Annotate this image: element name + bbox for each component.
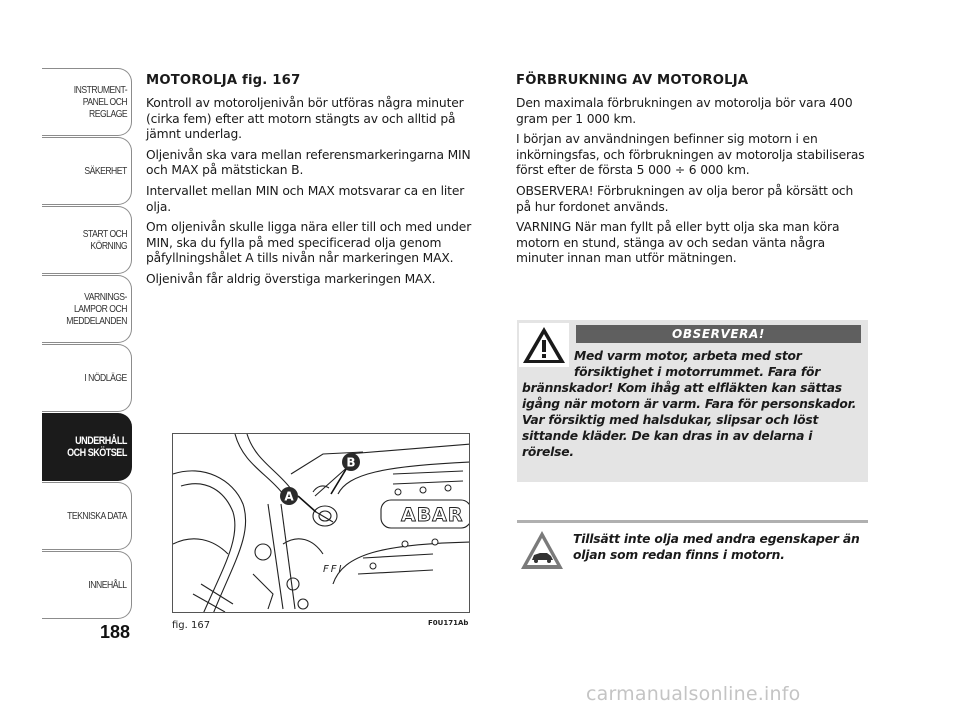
tab-start-och-korning[interactable] bbox=[42, 206, 132, 274]
note-text: Tillsätt inte olja med andra egenskaper än oljan som redan finns i motorn. bbox=[573, 532, 860, 562]
tab-instrumentpanel[interactable] bbox=[42, 68, 132, 136]
watermark: carmanualsonline.info bbox=[586, 683, 801, 705]
tab-label: I NÖDLÄGE bbox=[84, 372, 127, 384]
tab-label: INSTRUMENT- PANEL OCH REGLAGE bbox=[73, 84, 127, 120]
tab-i-nodlage[interactable] bbox=[42, 344, 132, 412]
tab-label: UNDERHÅLL OCH SKÖTSEL bbox=[67, 435, 127, 459]
tab-varningslampor[interactable] bbox=[42, 275, 132, 343]
engine-badge-text: ABAR bbox=[401, 504, 464, 526]
engine-script-text: FFI bbox=[323, 564, 344, 575]
paragraph: Om oljenivån skulle ligga nära eller till och med under MIN, ska du fylla på med specificerad olja genom påfyllningshålet A tills nivån når markeringen MAX. bbox=[146, 220, 472, 266]
figure-caption: fig. 167 bbox=[172, 620, 211, 631]
paragraph: Den maximala förbrukningen av motorolja bör vara 400 gram per 1 000 km. bbox=[516, 96, 853, 126]
section-heading: FÖRBRUKNING AV MOTOROLJA bbox=[516, 73, 749, 88]
paragraph: Intervallet mellan MIN och MAX motsvarar ca en liter olja. bbox=[146, 183, 465, 214]
figure-code: F0U171Ab bbox=[428, 619, 469, 627]
paragraph: OBSERVERA! Förbrukningen av olja beror på körsätt och på hur fordonet används. bbox=[516, 183, 854, 214]
engine-figure bbox=[172, 433, 470, 613]
tab-label: SÄKERHET bbox=[84, 165, 127, 177]
tab-innehall[interactable] bbox=[42, 551, 132, 619]
tab-sakerhet[interactable] bbox=[42, 137, 132, 205]
engine-drawing bbox=[173, 434, 470, 613]
paragraph: Oljenivån får aldrig överstiga markeringen MAX. bbox=[146, 271, 436, 286]
paragraph: Kontroll av motoroljenivån bör utföras några minuter (cirka fem) efter att motorn stängts av och alltid på jämnt underlag. bbox=[146, 96, 464, 142]
chapter-tabs bbox=[42, 68, 132, 620]
motor-oil-section bbox=[146, 72, 486, 293]
paragraph: I början av användningen befinner sig motorn i en inkörningsfas, och förbrukningen av motorolja stabiliseras först efter de första 5 000 ÷ 6 000 km. bbox=[516, 132, 865, 178]
environment-car-icon bbox=[519, 529, 565, 571]
tab-tekniska-data[interactable] bbox=[42, 482, 132, 550]
tab-label: START OCH KÖRNING bbox=[82, 228, 127, 252]
note-divider bbox=[517, 520, 868, 523]
oil-consumption-section bbox=[516, 72, 868, 272]
figure-label-b: B bbox=[346, 455, 356, 470]
warning-title: OBSERVERA! bbox=[576, 325, 861, 343]
page-number: 188 bbox=[100, 622, 131, 642]
paragraph: VARNING När man fyllt på eller bytt olja ska man köra motorn en stund, stänga av och sedan vänta några minuter innan man utför mätningen. bbox=[516, 220, 840, 266]
tab-label: TEKNISKA DATA bbox=[67, 510, 127, 522]
warning-text: Med varm motor, arbeta med stor försiktighet i motorrummet. Fara för brännskador! Kom ihåg att elfläkten kan sättas igång när motorn är varm. Fara för personskador. Var försiktig med halsdukar, slipsar och löst sittande kläder. De kan dras in av delarna i rörelse. bbox=[522, 349, 857, 459]
tab-underhall-och-skotsel[interactable] bbox=[42, 413, 132, 481]
paragraph: Oljenivån ska vara mellan referensmarkeringarna MIN och MAX på mätstickan B. bbox=[146, 147, 471, 178]
figure-label-a: A bbox=[284, 489, 294, 504]
tab-label: INNEHÅLL bbox=[88, 579, 127, 591]
section-heading: MOTOROLJA fig. 167 bbox=[146, 73, 301, 88]
tab-label: VARNINGS- LAMPOR OCH MEDDELANDEN bbox=[66, 291, 127, 327]
